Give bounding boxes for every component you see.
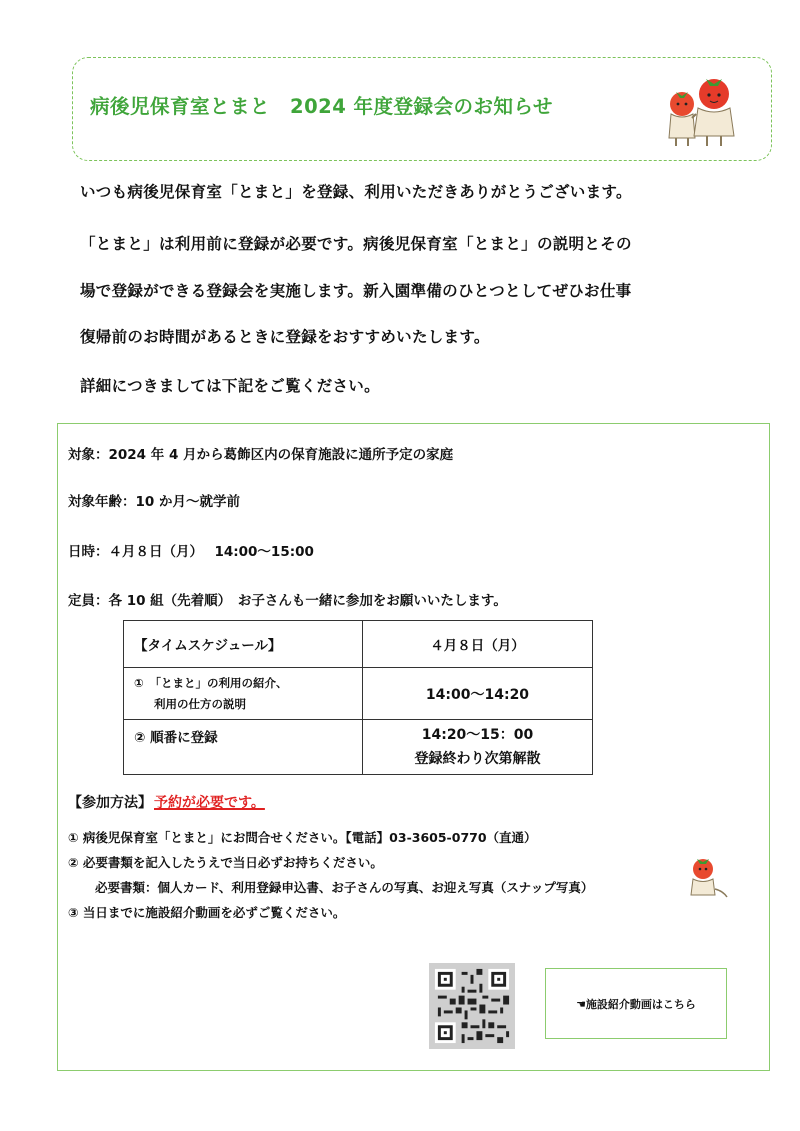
schedule-cell: [363, 720, 593, 775]
table-row: [124, 621, 593, 668]
step-documents-detail: 必要書類：個人カード、利用登録申込書、お子さんの写真、お迎え写真（スナップ写真）: [95, 880, 594, 895]
reservation-required-note: 予約が必要です。: [154, 795, 265, 811]
schedule-header-left: 【タイムスケジュール】: [124, 621, 363, 668]
intro-line: 場で登録ができる登録会を実施します。新入園準備のひとつとしてぜひお仕事: [80, 282, 632, 300]
intro-line: 「とまと」は利用前に登録が必要です。病後児保育室「とまと」の説明とその: [80, 235, 632, 253]
video-link-label: ☚施設紹介動画はこちら: [576, 997, 696, 1011]
schedule-cell: [124, 668, 363, 720]
page-title: 病後児保育室とまと 2024 年度登録会のお知らせ: [90, 95, 553, 118]
intro-line: 詳細につきましては下記をご覧ください。: [80, 377, 380, 395]
table-row: [124, 668, 593, 720]
schedule-note: 登録終わり次第解散: [414, 751, 541, 767]
target-text: 対象：2024 年 4 月から葛飾区内の保育施設に通所予定の家庭: [68, 447, 454, 463]
tomato-mascots-icon: [662, 74, 740, 148]
step-contact: ① 病後児保育室「とまと」にお問合せください。【電話】03-3605-0770（直通）: [68, 830, 537, 845]
capacity-text: 定員：各 10 組（先着順） お子さんも一緒に参加をお願いいたします。: [68, 593, 507, 609]
schedule-item-sublabel: 利用の仕方の説明: [154, 696, 246, 711]
video-link-button[interactable]: [545, 968, 727, 1039]
tomato-mascot-icon: [683, 855, 729, 901]
schedule-table: [123, 620, 593, 775]
step-video: ③ 当日までに施設紹介動画を必ずご覧ください。: [68, 905, 346, 920]
schedule-item-label: ① 「とまと」の利用の紹介、: [134, 675, 288, 690]
schedule-time: 14:20～15：00: [421, 727, 534, 743]
howto-label: 【参加方法】: [68, 795, 152, 811]
datetime-text: 日時：４月８日（月） 14:00～15:00: [68, 544, 314, 560]
qr-code-icon[interactable]: [429, 963, 515, 1049]
intro-line: いつも病後児保育室「とまと」を登録、利用いただきありがとうございます。: [80, 183, 632, 201]
intro-line: 復帰前のお時間があるときに登録をおすすめいたします。: [80, 328, 490, 346]
age-text: 対象年齢：10 か月～就学前: [68, 494, 240, 510]
schedule-time: 14:00～14:20: [363, 668, 593, 720]
table-row: [124, 720, 593, 775]
schedule-item-label: ② 順番に登録: [124, 720, 363, 775]
howto-heading: [68, 792, 265, 812]
step-documents: ② 必要書類を記入したうえで当日必ずお持ちください。: [68, 855, 383, 870]
schedule-header-right: ４月８日（月）: [363, 621, 593, 668]
